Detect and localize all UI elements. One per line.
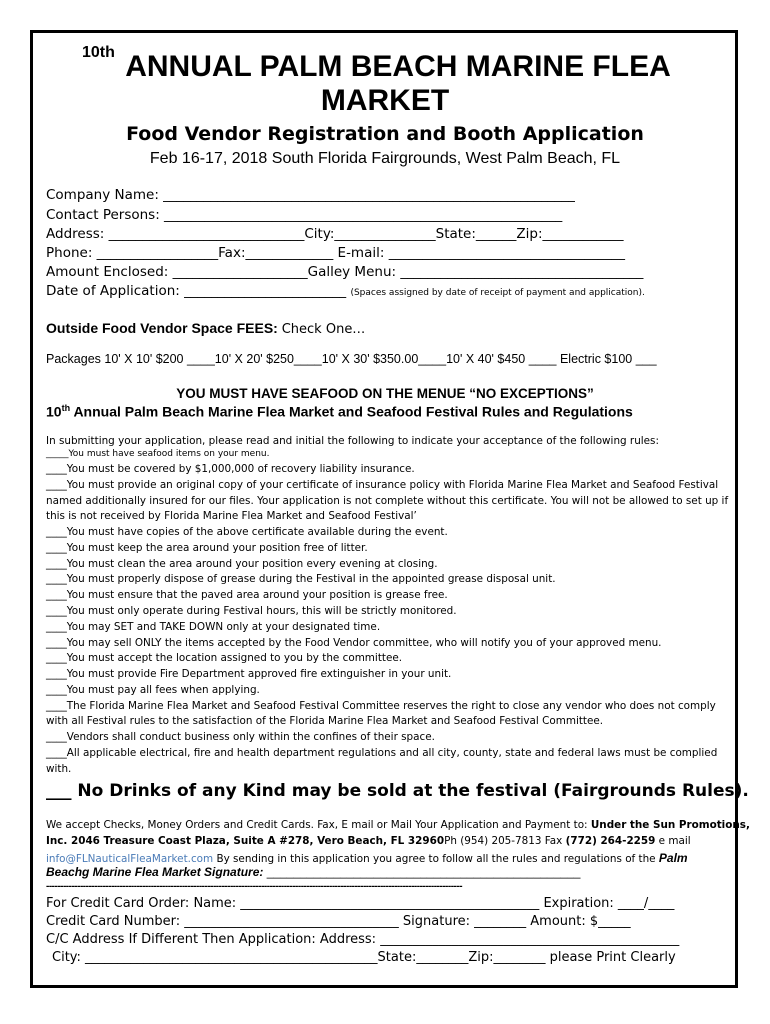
rule-item-continuation: this is not received by Florida Marine Flea Market and Seafood Festival’: [46, 510, 417, 522]
rules-heading-num: 10: [46, 403, 62, 420]
rule-item[interactable]: ____You must ensure that the paved area around your position is grease free.: [46, 589, 448, 601]
payment-text: We accept Checks, Money Orders and Credit Cards. Fax, E mail or Mail Your Application and Payment to:: [46, 819, 591, 831]
email-label: e mail: [655, 835, 691, 847]
fees-title: Outside Food Vendor Space FEES:: [46, 320, 278, 336]
rules-heading: [46, 403, 633, 420]
cc-address-field[interactable]: C/C Address If Different Then Application: Address: ______________________________________________: [46, 932, 680, 947]
rule-item[interactable]: ____Vendors shall conduct business only within the confines of their space.: [46, 731, 435, 743]
fax-number: (772) 264-2259: [565, 835, 656, 847]
rule-item[interactable]: ____You must be covered by $1,000,000 of recovery liability insurance.: [46, 463, 415, 475]
title-line-2: MARKET: [320, 84, 450, 117]
form-subtitle: Food Vendor Registration and Booth Application: [126, 123, 644, 145]
contact-persons-field[interactable]: Contact Persons: ___________________________________________________________: [46, 207, 563, 223]
rule-item[interactable]: ____You may sell ONLY the items accepted by the Food Vendor committee, who will notify you of your approved menu.: [46, 637, 662, 649]
rule-item[interactable]: ____The Florida Marine Flea Market and Seafood Festival Committee reserves the right to close any vendor who does not comply: [46, 700, 716, 712]
cut-divider: ---------------------------------------------------------------------------------------------------------------------------------------------------: [46, 881, 463, 892]
cc-name-expiration-field[interactable]: For Credit Card Order: Name: ______________________________________________ Expiration: ____/____: [46, 896, 675, 911]
rules-heading-sup: th: [61, 403, 71, 413]
date-of-application-field[interactable]: [46, 283, 645, 299]
rule-item[interactable]: ____You must provide Fire Department approved fire extinguisher in your unit.: [46, 668, 452, 680]
cc-number-field[interactable]: Credit Card Number: _________________________________ Signature: ________ Amount: $_____: [46, 914, 631, 929]
agreement-text: By sending in this application you agree to follow all the rules and regulations of the: [213, 853, 659, 865]
rule-item[interactable]: ____You must keep the area around your position free of litter.: [46, 542, 368, 554]
rule-item[interactable]: ____You must only operate during Festival hours, this will be strictly monitored.: [46, 605, 457, 617]
mailing-address: Inc. 2046 Treasure Coast Plaza, Suite A #278, Vero Beach, FL 32960: [46, 835, 445, 847]
rule-item[interactable]: ____You must pay all fees when applying.: [46, 684, 260, 696]
rules-intro: In submitting your application, please read and initial the following to indicate your acceptance of the following rules:: [46, 435, 659, 447]
rule-item[interactable]: ____You may SET and TAKE DOWN only at your designated time.: [46, 621, 381, 633]
company-name-field[interactable]: Company Name: _____________________________________________________________: [46, 187, 575, 203]
fees-heading: [46, 320, 365, 337]
seafood-requirement: YOU MUST HAVE SEAFOOD ON THE MENUE “NO EXCEPTIONS”: [176, 386, 594, 401]
rule-item-continuation: with all Festival rules to the satisfaction of the Florida Marine Flea Market and Seafood Festival Committee.: [46, 715, 604, 727]
phone-fax-email-field[interactable]: Phone: __________________Fax:_____________ E-mail: ___________________________________: [46, 245, 625, 261]
signature-blank[interactable]: _______________________________________________: [263, 865, 581, 879]
check-one-label: Check One…: [281, 322, 366, 337]
payment-line-1: [46, 819, 750, 831]
email-link[interactable]: info@FLNauticalFleaMarket.com: [46, 853, 214, 865]
rule-item[interactable]: _____You must have seafood items on your menu.: [46, 449, 270, 459]
address-field[interactable]: Address: _____________________________City:_______________State:______Zip:____________: [46, 226, 624, 242]
date-note: (Spaces assigned by date of receipt of payment and application).: [350, 288, 645, 298]
rule-item[interactable]: ____You must provide an original copy of your certificate of insurance policy with Florida Marine Flea Market and Seafood Festival: [46, 479, 719, 491]
rule-item-continuation: with.: [46, 763, 72, 775]
phone-text: Ph (954) 205-7813 Fax: [444, 835, 566, 847]
event-dateline: Feb 16-17, 2018 South Florida Fairgrounds, West Palm Beach, FL: [149, 150, 621, 167]
no-drinks-rule[interactable]: ___ No Drinks of any Kind may be sold at the festival (Fairgrounds Rules).: [46, 781, 749, 801]
rule-item[interactable]: ____You must properly dispose of grease during the Festival in the appointed grease disposal unit.: [46, 573, 556, 585]
date-label: Date of Application: ________________________: [46, 283, 347, 299]
package-options[interactable]: Packages 10' X 10' $200 ____10' X 20' $250____10' X 30' $350.00____10' X 40' $450 ____ Electric $100 ___: [46, 352, 657, 366]
edition-superscript: 10th: [82, 44, 115, 61]
rule-item[interactable]: ____You must have copies of the above certificate available during the event.: [46, 526, 448, 538]
palm-text: Palm: [658, 851, 688, 865]
rule-item[interactable]: ____You must clean the area around your position every evening at closing.: [46, 558, 438, 570]
rule-item[interactable]: ____You must accept the location assigned to you by the committee.: [46, 652, 403, 664]
signature-line[interactable]: [46, 865, 580, 879]
cc-city-field[interactable]: City: _____________________________________________State:________Zip:________ please Print Clearly: [52, 950, 676, 965]
rule-item-continuation: named additionally insured for our files. Your application is not complete without this certificate. You will not be allowed to set up if: [46, 495, 729, 507]
company-name: Under the Sun Promotions,: [590, 819, 750, 831]
payment-line-3: [46, 851, 688, 865]
amount-menu-field[interactable]: Amount Enclosed: ____________________Galley Menu: ____________________________________: [46, 264, 644, 280]
title-line-1: ANNUAL PALM BEACH MARINE FLEA: [125, 50, 671, 83]
payment-line-2: [46, 835, 691, 847]
signature-label: Beachg Marine Flea Market Signature:: [46, 865, 264, 879]
rules-heading-text: Annual Palm Beach Marine Flea Market and Seafood Festival Rules and Regulations: [70, 403, 633, 420]
rule-item[interactable]: ____All applicable electrical, fire and health department regulations and all city, county, state and federal laws must be complied: [46, 747, 718, 759]
